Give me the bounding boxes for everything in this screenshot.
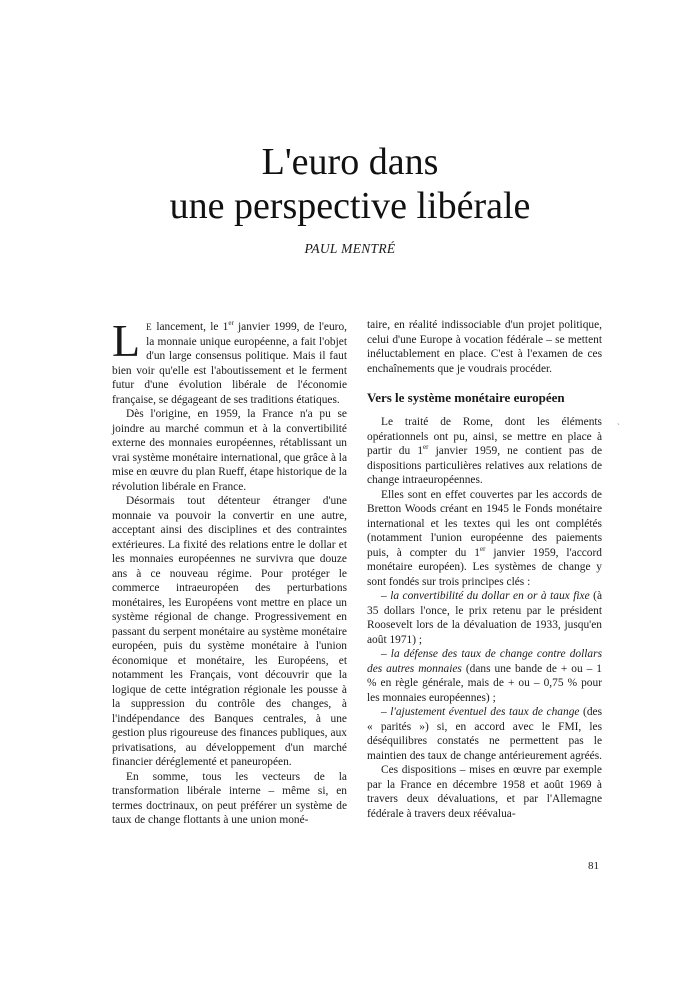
text-b: janvier 1959, ne contient pas de dispositions particulières relatives aux relations de change intraeuropéennes. [367,445,602,486]
margin-mark: ` [617,422,620,432]
ordinal-sup: er [423,443,429,452]
first-word-caps: E [146,322,153,332]
paragraph: Désormais tout détenteur étranger d'une monnaie va pouvoir la convertir en une autre, acceptant ainsi des disciplines et des contraintes extérieures. La fixité des relations entre le dollar et les monnaies européennes ne survivra que douze ans à ce nouveau régime. Pour protéger le commerce intraeuropéen des perturbations monétaires, les Européens vont mettre en place un système régional de change. Progressivement en passant du serpent monétaire au système monétaire européen, puis du système monétaire à l'union économique et monétaire, les Européens, et notamment les Français, vont découvrir que la logique de cette intégration régionale les pousse à la suppression du contrôle des changes, à l'indépendance des Banques centrales, à une gestion plus rigoureuse des finances publiques, aux privatisations, au développement d'un marché financier déréglementé et paneuropéen. [112,495,347,768]
principle-text: (des « parités ») si, en accord avec le FMI, les déséquilibres constatés ne permettent pas le maintien des taux de change antérieurement agréés. [367,706,602,762]
paragraph [367,415,602,488]
title-line-2: une perspective libérale [169,185,531,227]
paragraph: taire, en réalité indissociable d'un projet politique, celui d'une Europe à vocation fédérale – se mettent inéluctablement en place. C'est à l'examen de ces enchaînements que je voudrais procéder. [367,319,602,375]
right-column [367,318,602,821]
paragraph: En somme, tous les vecteurs de la transformation libérale interne – même si, en termes doctrinaux, on peut préférer un système de taux de change flottants à une union moné- [112,770,347,826]
section-heading: Vers le système monétaire européen [367,390,565,405]
ordinal-sup: er [228,319,234,328]
list-paragraph [367,589,602,647]
title-line-1: L'euro dans [261,141,439,183]
article-title [0,140,700,228]
drop-cap: L [112,315,141,366]
principle-text: (dans une bande de + ou – 1 % en règle générale, mais de + ou – 0,75 % pour les monnaies européennes) ; [367,662,603,704]
left-column [112,315,347,828]
paragraph: Dès l'origine, en 1959, la France n'a pu se joindre au marché commun et à la convertibilité externe des monnaies européennes, rétablissant un vrai système monétaire international, que grâce à la mise en œuvre du plan Rueff, étape historique de la révolution libérale en France. [112,408,347,493]
paragraph-intro [112,315,347,407]
author-name: PAUL MENTRÉ [304,241,396,256]
intro-text-b: janvier 1999, de l'euro, la monnaie unique européenne, a fait l'objet d'un large consensus politique. Mais il faut bien voir qu'elle est l'aboutissement et le ferment futur d'une évolution libérale de l'économie française, se dégageant de ses traditions étatiques. [112,321,347,406]
page-number: 81 [588,860,599,872]
principle-text: (à 35 dollars l'once, le prix retenu par le président Roosevelt lors de la dévaluation de 1933, jusqu'en août 1971) ; [367,590,603,646]
italic-principle: – l'ajustement éventuel des taux de change [381,706,580,718]
text-a: Le traité de Rome, dont les éléments opérationnels ont pu, ainsi, se mettre en place à partir du 1 [367,416,602,457]
paragraph [367,488,602,590]
text-a: Elles sont en effet couvertes par les accords de Bretton Woods créant en 1945 le Fonds monétaire international et les textes qui les ont complétés (notamment l'union européenne des paiements puis, à compter du 1 [367,488,602,559]
italic-principle: – la convertibilité du dollar en or à taux fixe [381,590,590,602]
text-b: janvier 1959, l'accord monétaire européen). Les systèmes de change y sont fondés sur trois principes clés : [367,546,602,588]
ordinal-sup: er [479,544,486,553]
italic-principle: – la défense des taux de change contre dollars des autres monnaies [367,648,602,675]
intro-text-a: lancement, le 1 [152,321,229,333]
paragraph: Ces dispositions – mises en œuvre par exemple par la France en décembre 1958 et août 1969 à travers deux dévaluations, et par l'Allemagne fédérale à travers deux réévalua- [367,764,602,820]
list-paragraph [367,705,602,763]
list-paragraph [367,647,602,705]
